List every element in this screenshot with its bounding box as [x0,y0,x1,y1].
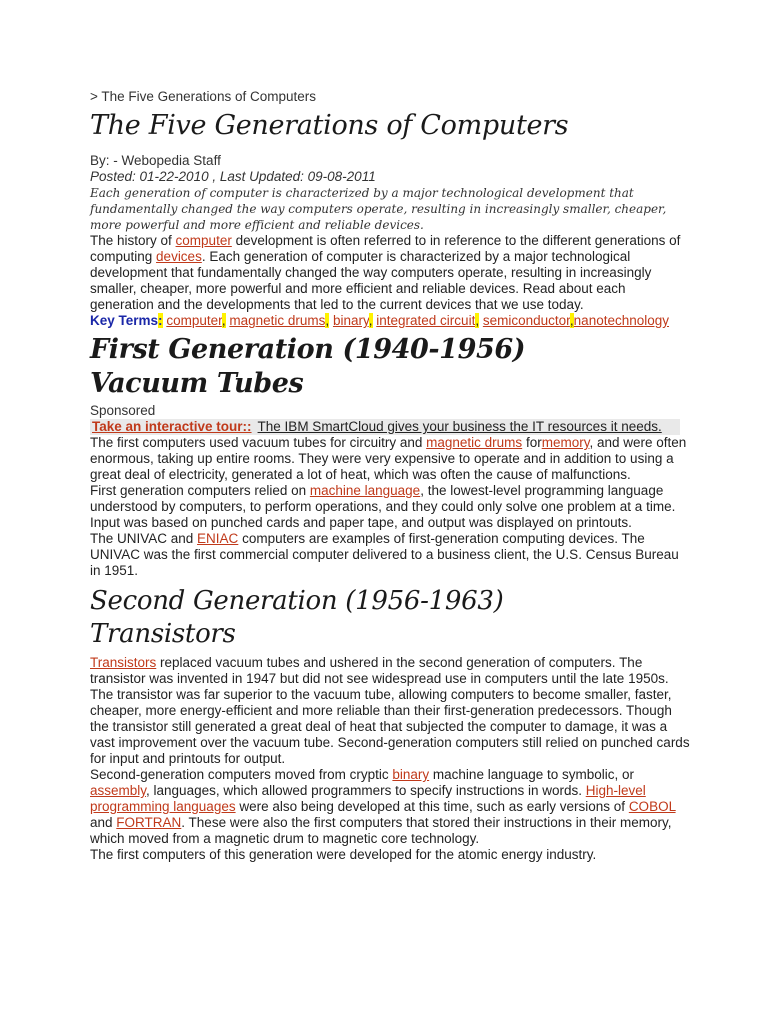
intro-text-2: development is often referred to in reference to the different generations of computing [90,233,681,264]
text: The UNIVAC and [90,531,198,546]
text: , languages, which allowed programmers to specify instructions in words. [146,783,586,798]
link-cobol[interactable]: COBOL [628,799,676,814]
text: , the lowest-level programming language understood by computers, to perform operations, and they could only solve one problem at a time. Input was based on punched cards and paper tape, and output was displayed on printouts. [90,483,676,530]
first-generation-heading-line1: First Generation (1940-1956) [90,334,526,365]
link-high-level-programming-languages[interactable]: High-level programming languages [90,783,646,814]
key-term-computer[interactable]: computer [166,313,222,328]
link-computer[interactable]: computer [175,233,232,248]
key-term-sep: , [221,313,226,328]
text: for [522,435,542,450]
text: machine language to symbolic, or [429,767,635,782]
second-generation-heading-line1: Second Generation (1956-1963) [90,586,504,616]
second-generation-heading-line2: Transistors [90,619,236,649]
key-term-integrated-circuit[interactable]: integrated circuit [376,313,476,328]
text: , and were often enormous, taking up entire rooms. They were very expensive to operate and in addition to using a great deal of electricity, generated a lot of heat, which was often the cause of malfunctions. [90,435,687,482]
second-gen-paragraph-2 [90,767,690,847]
text: and [90,815,117,830]
text: were also being developed at this time, such as early versions of [235,799,629,814]
link-eniac[interactable]: ENIAC [197,531,239,546]
sponsored-ad[interactable] [90,419,680,435]
second-gen-paragraph-3: The first computers of this generation were developed for the atomic energy industry. [90,847,597,862]
first-gen-paragraph-1 [90,435,690,483]
key-term-magnetic-drums[interactable]: magnetic drums [229,313,326,328]
second-generation-heading [90,585,690,651]
text: replaced vacuum tubes and ushered in the second generation of computers. The transistor was invented in 1947 but did not see widespread use in computers until the late 1950s. The transistor was far superior to the vacuum tube, allowing computers to become smaller, faster, cheaper, more energy-efficient and more reliable than their first-generation predecessors. Though the transistor still generated a great deal of heat that subjected the computer to damage, it was a vast improvement over the vacuum tube. Second-generation computers still relied on punched cards for input and printouts for output. [90,655,690,766]
key-term-sep: , [368,313,373,328]
key-term-binary[interactable]: binary [332,313,369,328]
text: Second-generation computers moved from cryptic [90,767,393,782]
text: First generation computers relied on [90,483,310,498]
link-binary[interactable]: binary [392,767,430,782]
ad-text-link[interactable]: The IBM SmartCloud gives your business the IT resources it needs. [257,419,662,434]
text: The first computers used vacuum tubes for circuitry and [90,435,427,450]
first-gen-paragraph-3 [90,531,690,579]
key-terms-label: Key Terms [90,313,159,328]
key-term-nanotechnology[interactable]: nanotechnology [573,313,670,328]
key-term-semiconductor[interactable]: semiconductor [482,313,570,328]
link-transistors[interactable]: Transistors [90,655,157,670]
breadcrumb[interactable]: > The Five Generations of Computers [90,89,316,104]
sponsored-label: Sponsored [90,403,156,418]
intro-text-3: . Each generation of computer is characterized by a major technological development that fundamentally changed the way computers operate, resulting in increasingly smaller, cheaper, more powerful and more efficient and reliable devices. Read about each generation and the developments that led to the current devices that we use today. [90,249,652,312]
key-term-sep: , [569,313,574,328]
link-devices[interactable]: devices [156,249,202,264]
first-gen-paragraph-2 [90,483,690,531]
posted-date: Posted: 01-22-2010 , Last Updated: 09-08-2011 [90,169,376,184]
first-generation-heading [90,333,690,401]
second-gen-paragraph-1 [90,655,690,767]
page-title: The Five Generations of Computers [90,110,569,141]
intro-paragraph [90,233,690,313]
link-fortran[interactable]: FORTRAN [116,815,182,830]
article [90,88,690,863]
article-summary: Each generation of computer is characterized by a major technological development that fundamentally changed the way computers operate, resulting in increasingly smaller, cheaper, more powerful and more efficient and reliable devices. [90,186,667,232]
link-magnetic-drums[interactable]: magnetic drums [426,435,523,450]
ad-cta-link[interactable]: Take an interactive tour:: [92,419,252,434]
text: computers are examples of first-generation computing devices. The UNIVAC was the first commercial computer delivered to a business client, the U.S. Census Bureau in 1951. [90,531,679,578]
key-term-sep: , [325,313,330,328]
key-terms-colon: : [158,313,163,328]
text: . These were also the first computers that stored their instructions in their memory, which moved from a magnetic drum to magnetic core technology. [90,815,672,846]
key-term-sep: , [475,313,480,328]
link-memory[interactable]: memory [541,435,590,450]
intro-text-1: The history of [90,233,176,248]
link-assembly[interactable]: assembly [90,783,147,798]
byline: By: - Webopedia Staff [90,153,221,168]
link-machine-language[interactable]: machine language [309,483,421,498]
first-generation-heading-line2: Vacuum Tubes [90,368,304,399]
key-terms [90,313,690,329]
